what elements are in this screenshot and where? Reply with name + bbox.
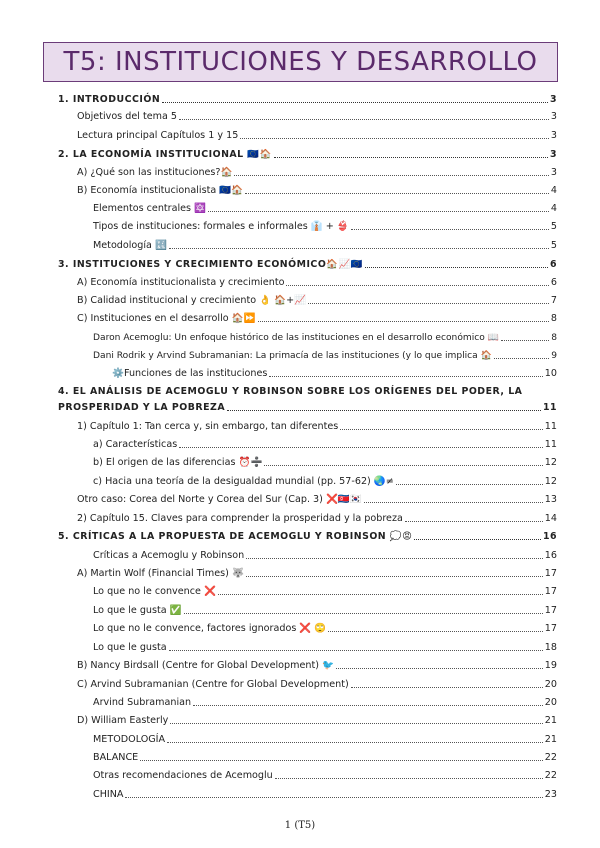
toc-entry-2[interactable]: 2. LA ECONOMÍA INSTITUCIONAL 🇪🇺🏠 3 [58, 149, 557, 160]
toc-entry-5b4[interactable]: Lo que le gusta 18 [93, 642, 557, 653]
toc-entry-1a[interactable]: Objetivos del tema 5 3 [77, 111, 557, 122]
title-banner [43, 42, 558, 82]
toc-entry-4c[interactable]: 2) Capítulo 15. Claves para comprender la prosperidad y la pobreza 14 [77, 513, 557, 524]
toc-entry-4[interactable]: PROSPERIDAD Y LA POBREZA 11 [58, 402, 557, 413]
toc-entry-4a3[interactable]: c) Hacia una teoría de la desigualdad mundial (pp. 57-62) 🌏≠ 12 [93, 476, 557, 487]
toc-entry-5d1[interactable]: Arvind Subramanian 20 [93, 697, 557, 708]
toc-entry-3c2[interactable]: Dani Rodrik y Arvind Subramanian: La primacía de las instituciones (y lo que implica 🏠 9 [93, 351, 557, 361]
page-footer: 1 (T5) [284, 820, 316, 831]
toc-entry-4a[interactable]: 1) Capítulo 1: Tan cerca y, sin embargo, tan diferentes 11 [77, 421, 557, 432]
toc-entry-4-line1[interactable]: 4. EL ANÁLISIS DE ACEMOGLU Y ROBINSON SOBRE LOS ORÍGENES DEL PODER, LA [58, 386, 523, 397]
toc-entry-4a1[interactable]: a) Características 11 [93, 439, 557, 450]
toc-entry-3c1[interactable]: Daron Acemoglu: Un enfoque histórico de las instituciones en el desarrollo económico 📖 8 [93, 333, 557, 343]
toc-entry-5b[interactable]: A) Martin Wolf (Financial Times) 🐺 17 [77, 568, 557, 579]
toc-entry-2b1[interactable]: Elementos centrales 🔯 4 [93, 203, 557, 214]
toc-entry-2a[interactable]: A) ¿Qué son las instituciones?🏠 3 [77, 167, 557, 178]
toc-entry-3c3[interactable]: ⚙️Funciones de las instituciones 10 [112, 368, 557, 379]
toc-entry-5e1[interactable]: METODOLOGÍA 21 [93, 734, 557, 745]
toc-entry-5c[interactable]: B) Nancy Birdsall (Centre for Global Development) 🐦 19 [77, 660, 557, 671]
toc-entry-5[interactable]: 5. CRÍTICAS A LA PROPUESTA DE ACEMOGLU Y ROBINSON 💭😡 16 [58, 531, 557, 542]
toc-entry-2b2[interactable]: Tipos de instituciones: formales e informales 👔 + 👙 5 [93, 221, 557, 232]
toc-entry-5d[interactable]: C) Arvind Subramanian (Centre for Global Development) 20 [77, 679, 557, 690]
toc-entry-5e2[interactable]: BALANCE 22 [93, 752, 557, 763]
page-title: T5: INSTITUCIONES Y DESARROLLO [63, 47, 538, 77]
toc-entry-4b[interactable]: Otro caso: Corea del Norte y Corea del Sur (Cap. 3) ❌🇰🇵🇰🇷 13 [77, 494, 557, 505]
toc-entry-1[interactable]: 1. INTRODUCCIÓN 3 [58, 94, 557, 105]
toc-entry-5e[interactable]: D) William Easterly 21 [77, 715, 557, 726]
toc-entry-3b[interactable]: B) Calidad institucional y crecimiento 👌 🏠+📈 7 [77, 295, 557, 306]
toc-entry-3a[interactable]: A) Economía institucionalista y crecimiento 6 [77, 277, 557, 288]
toc-entry-4a2[interactable]: b) El origen de las diferencias ⏰➗ 12 [93, 457, 557, 468]
toc-entry-3c[interactable]: C) Instituciones en el desarrollo 🏠⏩ 8 [77, 313, 557, 324]
toc-entry-5b3[interactable]: Lo que no le convence, factores ignorados ❌ 🙄 17 [93, 623, 557, 634]
toc-entry-5e3[interactable]: Otras recomendaciones de Acemoglu 22 [93, 770, 557, 781]
toc-entry-5a[interactable]: Críticas a Acemoglu y Robinson 16 [93, 550, 557, 561]
toc-entry-5e4[interactable]: CHINA 23 [93, 789, 557, 800]
toc-entry-2b3[interactable]: Metodología 🔣 5 [93, 240, 557, 251]
toc-entry-5b1[interactable]: Lo que no le convence ❌ 17 [93, 586, 557, 597]
toc-entry-2b[interactable]: B) Economía institucionalista 🇪🇺🏠 4 [77, 185, 557, 196]
toc-entry-1b[interactable]: Lectura principal Capítulos 1 y 15 3 [77, 130, 557, 141]
toc-entry-3[interactable]: 3. INSTITUCIONES Y CRECIMIENTO ECONÓMICO🏠📈🇪🇺 6 [58, 259, 557, 270]
toc-entry-5b2[interactable]: Lo que le gusta ✅ 17 [93, 605, 557, 616]
